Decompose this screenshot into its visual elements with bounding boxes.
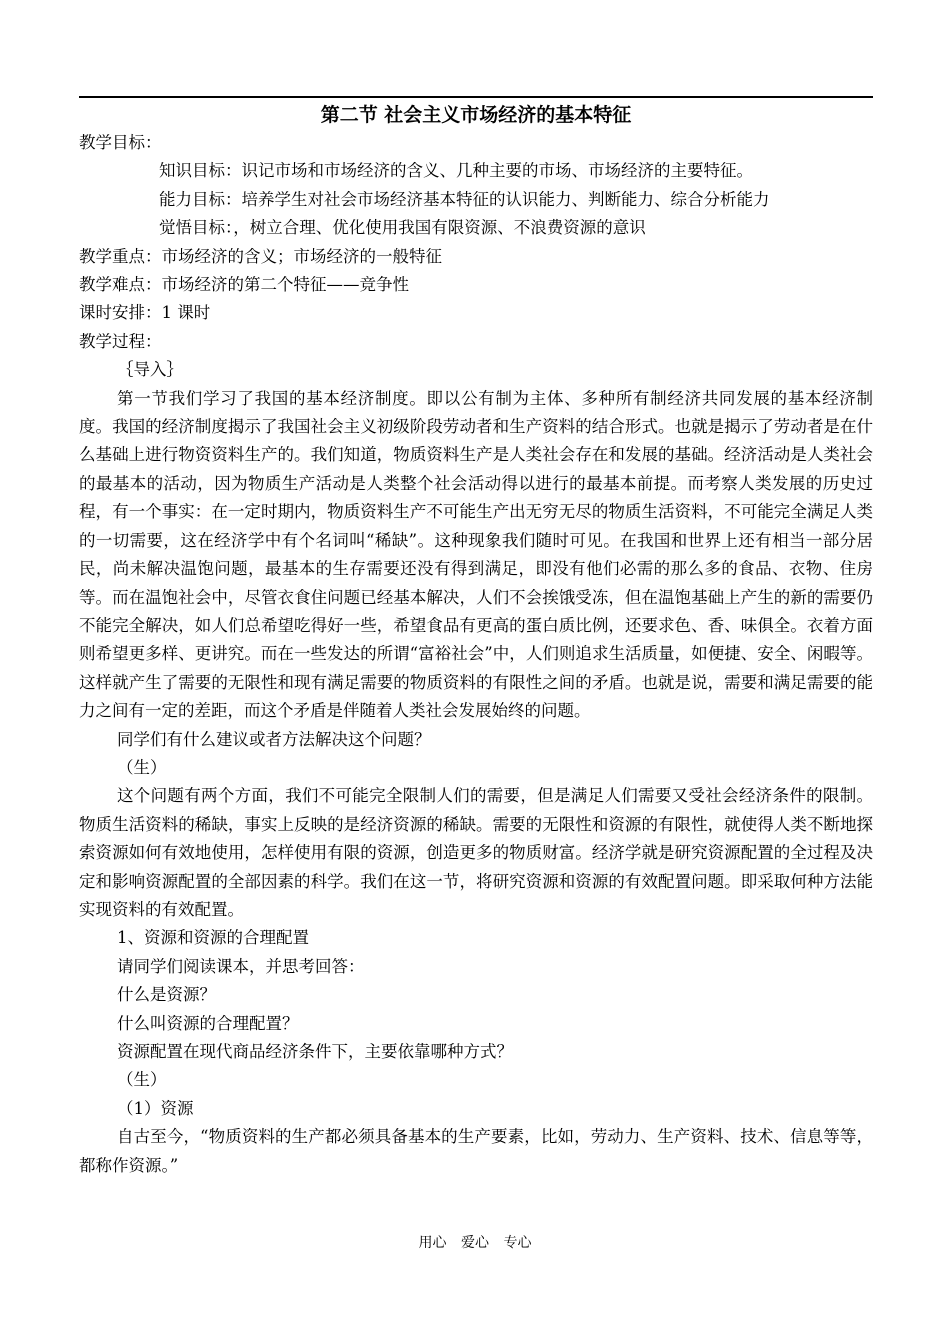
header-rule [79, 96, 873, 98]
student-response-1: （生） [117, 757, 167, 777]
awareness-objective: 觉悟目标：，树立合理、优化使用我国有限资源、不浪费资源的意识 [159, 218, 646, 238]
ability-objective: 能力目标：培养学生对社会市场经济基本特征的认识能力、判断能力、综合分析能力 [159, 189, 770, 209]
schedule: 课时安排：1 课时 [79, 303, 211, 323]
question-c: 资源配置在现代商品经济条件下，主要依靠哪种方式？ [117, 1042, 513, 1061]
intro-paragraph: 第一节我们学习了我国的基本经济制度。即以公有制为主体、多种所有制经济共同发展的基本经济制度。我国的经济制度揭示了我国社会主义初级阶段劳动者和生产资料的结合形式。也就是揭示了劳动者是在什么基础上进行物资资料生产的。我们知道，物质资料生产是人类社会存在和发展的基础。经济活动是人类社会的最基本的活动，因为物质生产活动是人类整个社会活动得以进行的最基本前提。而考察人类发展的历史过程，有一个事实：在一定时期内，物质资料生产不可能生产出无穷无尽的物质生活资料，不可能完全满足人类的一切需要，这在经济学中有个名词叫“稀缺”。这种现象我们随时可见。在我国和世界上还有相当一部分居民，尚未解决温饱问题，最基本的生存需要还没有得到满足，即没有他们必需的那么多的食品、衣物、住房等。而在温饱社会中，尽管衣食住问题已经基本解决，人们不会挨饿受冻，但在温饱基础上产生的新的需要仍不能完全解决，如人们总希望吃得好一些，希望食品有更高的蛋白质比例，还要求色、香、味俱全。衣着方面则希望更多样、更讲究。而在一些发达的所谓“富裕社会”中，人们则追求生活质量，如便捷、安全、闲暇等。这样就产生了需要的无限性和现有满足需要的物质资料的有限性之间的矛盾。也就是说，需要和满足需要的能力之间有一定的差距，而这个矛盾是伴随着人类社会发展始终的问题。 [79, 388, 873, 721]
resources-paragraph: 自古至今，“物质资料的生产都必须具备基本的生产要素，比如，劳动力、生产资料、技术、信息等等，都称作资源。” [79, 1127, 873, 1175]
page-title: 第二节 社会主义市场经济的基本特征 [320, 104, 632, 126]
student-response-2: （生） [117, 1070, 167, 1090]
explanation-paragraph: 这个问题有两个方面，我们不可能完全限制人们的需要，但是满足人们需要又受社会经济条件的限制。物质生活资料的稀缺，事实上反映的是经济资源的稀缺。需要的无限性和资源的有限性，就使得人类不断地探索资源如何有效地使用，怎样使用有限的资源，创造更多的物质财富。经济学就是研究资源配置的全过程及决定和影响资源配置的全部因素的科学。我们在这一节，将研究资源和资源的有效配置问题。即采取何种方法能实现资料的有效配置。 [79, 786, 873, 919]
knowledge-objective: 知识目标：识记市场和市场经济的含义、几种主要的市场、市场经济的主要特征。 [159, 161, 753, 181]
intro-label: ｛导入｝ [117, 360, 183, 380]
key-points: 教学重点：市场经济的含义；市场经济的一般特征 [79, 246, 442, 266]
page-footer: 用心 爱心 专心 [418, 1235, 532, 1251]
difficulties: 教学难点：市场经济的第二个特征——竞争性 [79, 275, 409, 295]
process-heading: 教学过程： [79, 331, 162, 351]
document-body [79, 129, 873, 1180]
section-heading-1: 1、资源和资源的合理配置 [117, 928, 309, 948]
reading-prompt: 请同学们阅读课本，并思考回答： [117, 956, 365, 976]
objectives-heading: 教学目标： [79, 133, 162, 152]
question-paragraph: 同学们有什么建议或者方法解决这个问题？ [117, 729, 431, 749]
subsection-resources: （1）资源 [117, 1098, 194, 1118]
question-a: 什么是资源？ [117, 985, 216, 1005]
question-b: 什么叫资源的合理配置？ [117, 1013, 299, 1033]
